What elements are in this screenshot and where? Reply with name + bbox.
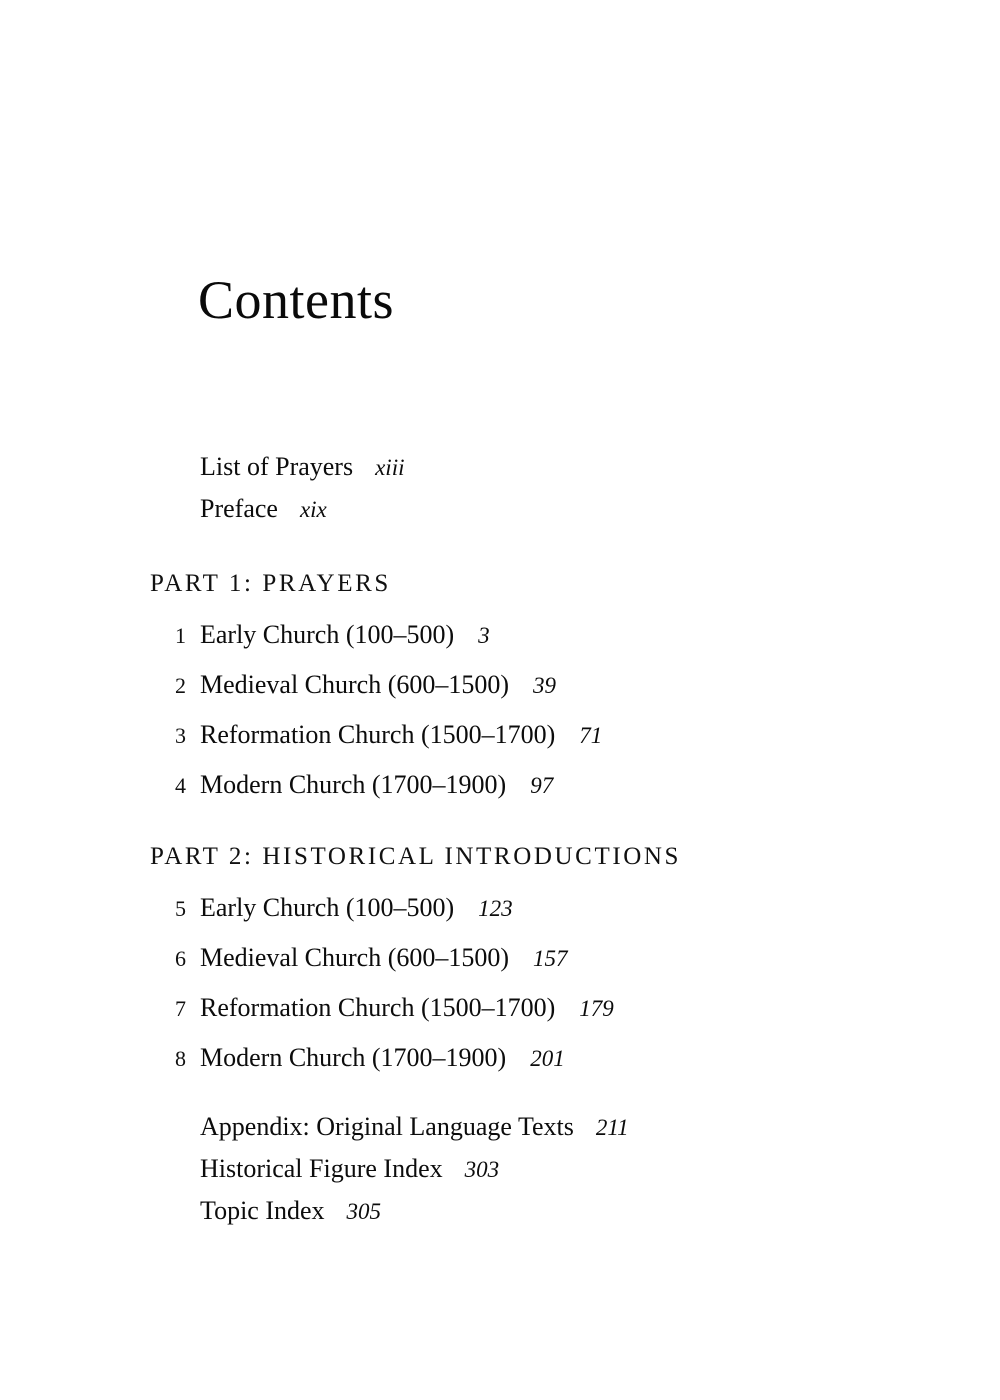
table-row[interactable] xyxy=(150,993,950,1043)
part-heading-1: PART 1: PRAYERS xyxy=(150,570,391,597)
table-row[interactable] xyxy=(150,620,950,670)
entry-title: Topic Index xyxy=(200,1196,325,1225)
chapter-number: 2 xyxy=(175,673,186,698)
chapter-page-number: 39 xyxy=(533,673,557,698)
chapter-page-number: 201 xyxy=(530,1046,565,1071)
chapter-page-number: 71 xyxy=(579,723,603,748)
chapter-title: Modern Church (1700–1900) xyxy=(200,770,507,799)
chapter-number: 3 xyxy=(175,723,186,748)
chapter-page-number: 179 xyxy=(579,996,614,1021)
table-row[interactable] xyxy=(150,770,950,820)
chapter-title: Reformation Church (1500–1700) xyxy=(200,993,556,1022)
chapter-number: 1 xyxy=(175,623,186,648)
list-item[interactable] xyxy=(200,1196,940,1238)
chapter-title: Modern Church (1700–1900) xyxy=(200,1043,507,1072)
entry-page-number: 305 xyxy=(346,1199,382,1224)
page-title: Contents xyxy=(198,270,395,330)
entry-page-number: xix xyxy=(299,497,327,522)
part-1-chapter-list xyxy=(150,620,950,820)
list-item[interactable] xyxy=(200,1154,940,1196)
table-row[interactable] xyxy=(150,893,950,943)
list-item[interactable] xyxy=(200,1112,940,1154)
entry-title: Preface xyxy=(200,494,278,523)
chapter-page-number: 97 xyxy=(530,773,554,798)
table-row[interactable] xyxy=(150,943,950,993)
front-matter-list xyxy=(200,452,940,536)
part-2-chapter-list xyxy=(150,893,950,1093)
chapter-title: Early Church (100–500) xyxy=(200,620,455,649)
chapter-page-number: 123 xyxy=(478,896,513,921)
chapter-title: Medieval Church (600–1500) xyxy=(200,943,510,972)
entry-page-number: xiii xyxy=(375,455,405,480)
chapter-title: Reformation Church (1500–1700) xyxy=(200,720,556,749)
part-heading-2: PART 2: HISTORICAL INTRODUCTIONS xyxy=(150,843,682,870)
list-item[interactable] xyxy=(200,452,940,494)
entry-title: Historical Figure Index xyxy=(200,1154,443,1183)
entry-title: Appendix: Original Language Texts xyxy=(200,1112,574,1141)
entry-title: List of Prayers xyxy=(200,452,354,481)
list-item[interactable] xyxy=(200,494,940,536)
entry-page-number: 303 xyxy=(464,1157,500,1182)
chapter-title: Early Church (100–500) xyxy=(200,893,455,922)
chapter-number: 8 xyxy=(175,1046,186,1071)
chapter-page-number: 157 xyxy=(533,946,568,971)
chapter-number: 5 xyxy=(175,896,186,921)
table-row[interactable] xyxy=(150,670,950,720)
chapter-number: 7 xyxy=(175,996,186,1021)
table-row[interactable] xyxy=(150,720,950,770)
chapter-number: 6 xyxy=(175,946,186,971)
chapter-page-number: 3 xyxy=(478,623,490,648)
table-row[interactable] xyxy=(150,1043,950,1093)
entry-page-number: 211 xyxy=(595,1115,629,1140)
chapter-number: 4 xyxy=(175,773,186,798)
chapter-title: Medieval Church (600–1500) xyxy=(200,670,510,699)
back-matter-list xyxy=(200,1112,940,1238)
